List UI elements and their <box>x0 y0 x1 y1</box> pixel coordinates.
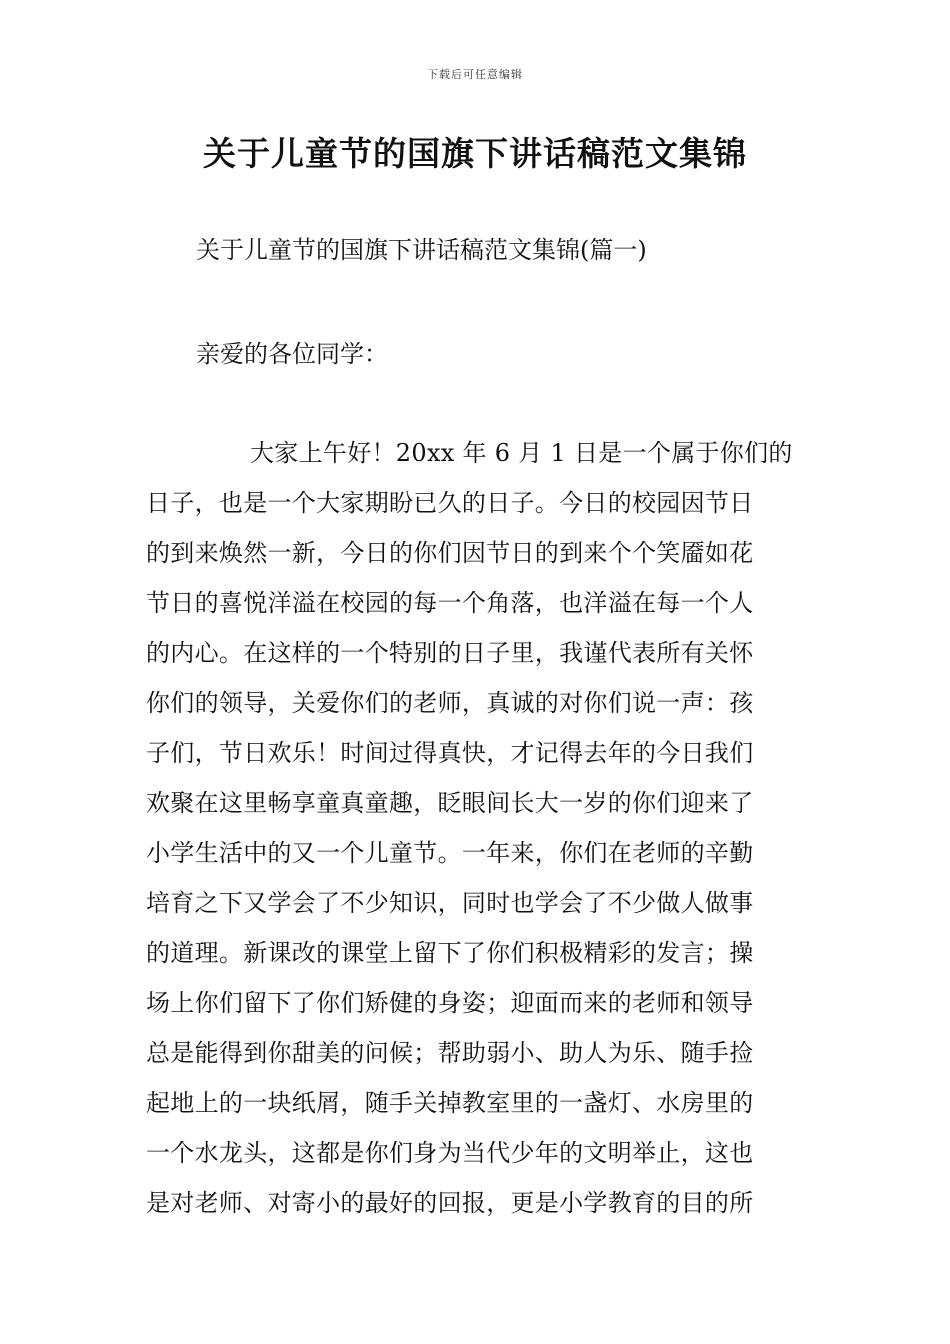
header-note: 下载后可任意编辑 <box>427 68 523 81</box>
body-line: 一个水龙头，这都是你们身为当代少年的文明举止，这也 <box>146 1139 754 1167</box>
body-line: 培育之下又学会了不少知识，同时也学会了不少做人做事 <box>146 889 754 917</box>
body-line: 总是能得到你甜美的问候；帮助弱小、助人为乐、随手捡 <box>146 1039 754 1067</box>
body-line: 节日的喜悦洋溢在校园的每一个角落，也洋溢在每一个人 <box>146 589 754 617</box>
body-line: 欢聚在这里畅享童真童趣，眨眼间长大一岁的你们迎来了 <box>146 789 754 817</box>
body-line: 你们的领导，关爱你们的老师，真诚的对你们说一声：孩 <box>146 689 754 717</box>
body-line: 日子，也是一个大家期盼已久的日子。今日的校园因节日 <box>146 489 754 517</box>
body-line: 场上你们留下了你们矫健的身姿；迎面而来的老师和领导 <box>146 989 754 1017</box>
body-line: 子们，节日欢乐！时间过得真快，才记得去年的今日我们 <box>146 739 754 767</box>
body-line: 的到来焕然一新，今日的你们因节日的到来个个笑靥如花 <box>146 539 754 567</box>
document-title: 关于儿童节的国旗下讲话稿范文集锦 <box>203 134 747 173</box>
body-line: 小学生活中的又一个儿童节。一年来，你们在老师的辛勤 <box>146 839 754 867</box>
body-paragraph <box>146 428 806 1228</box>
salutation: 亲爱的各位同学： <box>196 340 388 368</box>
section-heading: 关于儿童节的国旗下讲话稿范文集锦(篇一) <box>196 236 647 264</box>
body-line: 的内心。在这样的一个特别的日子里，我谨代表所有关怀 <box>146 639 754 667</box>
body-line: 是对老师、对寄小的最好的回报，更是小学教育的目的所 <box>146 1189 754 1217</box>
body-line: 大家上午好！20xx 年 6 月 1 日是一个属于你们的 <box>250 439 793 467</box>
body-line: 起地上的一块纸屑，随手关掉教室里的一盏灯、水房里的 <box>146 1089 754 1117</box>
body-line: 的道理。新课改的课堂上留下了你们积极精彩的发言；操 <box>146 939 754 967</box>
